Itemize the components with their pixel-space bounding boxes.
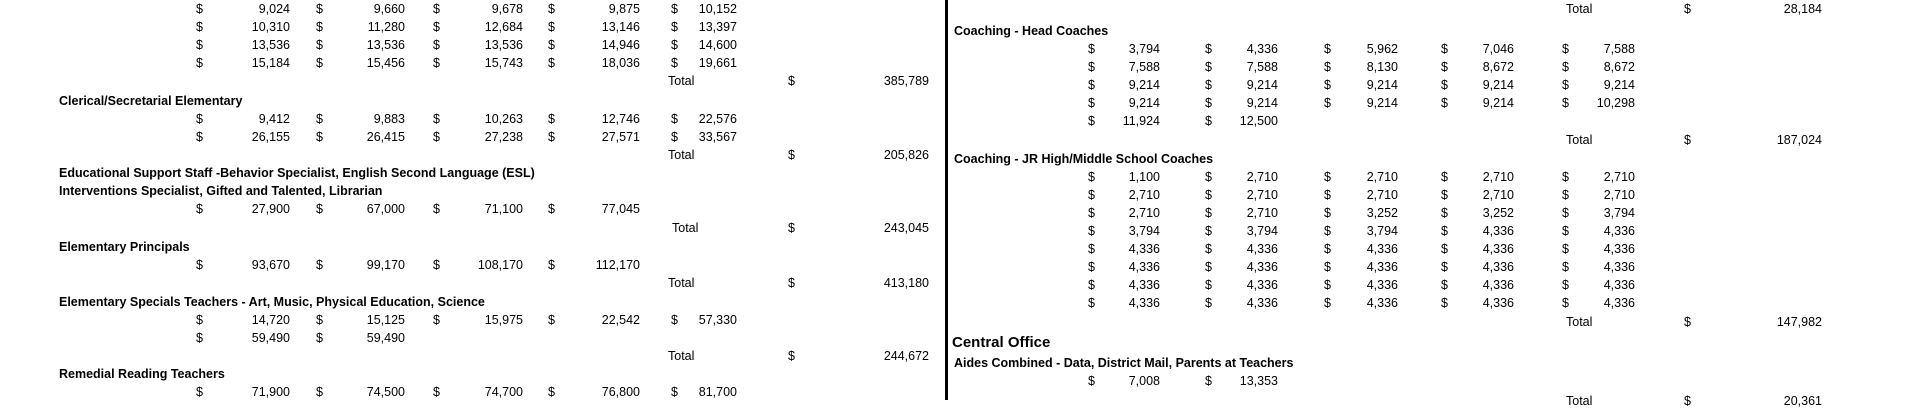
currency-symbol: $ [1562,224,1569,238]
currency-symbol: $ [316,331,323,345]
section-total-label: Total [1566,315,1593,329]
amount-cell: 4,336 [1603,260,1635,274]
section-total-value: 205,826 [883,148,929,162]
amount-cell: 5,962 [1366,42,1398,56]
partial-total-value: 28,184 [1783,2,1822,16]
currency-symbol: $ [316,385,323,399]
currency-symbol: $ [1324,224,1331,238]
currency-symbol: $ [1562,188,1569,202]
amount-cell: 2,710 [1246,206,1278,220]
amount-cell: 8,672 [1482,60,1514,74]
amount-cell: 3,794 [1128,42,1160,56]
amount-cell: 15,125 [366,313,405,327]
amount-cell: 19,661 [698,56,737,70]
currency-symbol: $ [316,56,323,70]
currency-symbol: $ [433,313,440,327]
amount-cell: 71,900 [251,385,290,399]
section-heading: Clerical/Secretarial Elementary [59,94,243,108]
section-total-value: 244,672 [883,349,929,363]
section-total-value: 413,180 [883,276,929,290]
currency-symbol: $ [1205,60,1212,74]
section-total-label: Total [668,148,695,162]
amount-cell: 4,336 [1128,296,1160,310]
amount-cell: 33,567 [698,130,737,144]
currency-symbol: $ [1684,133,1691,147]
currency-symbol: $ [1562,296,1569,310]
amount-cell: 2,710 [1366,170,1398,184]
section-total-label: Total [668,276,695,290]
amount-cell: 12,500 [1239,114,1278,128]
amount-cell: 2,710 [1366,188,1398,202]
amount-cell: 9,214 [1366,96,1398,110]
currency-symbol: $ [548,20,555,34]
currency-symbol: $ [316,38,323,52]
currency-symbol: $ [1088,78,1095,92]
currency-symbol: $ [1205,278,1212,292]
currency-symbol: $ [671,385,678,399]
currency-symbol: $ [671,112,678,126]
currency-symbol: $ [433,112,440,126]
currency-symbol: $ [788,221,795,235]
amount-cell: 14,720 [251,313,290,327]
currency-symbol: $ [1324,206,1331,220]
currency-symbol: $ [196,258,203,272]
currency-symbol: $ [1441,278,1448,292]
currency-symbol: $ [1324,78,1331,92]
section-total-label: Total [668,349,695,363]
amount-cell: 108,170 [477,258,523,272]
amount-cell: 7,008 [1128,374,1160,388]
amount-cell: 3,252 [1482,206,1514,220]
currency-symbol: $ [1088,42,1095,56]
currency-symbol: $ [1324,96,1331,110]
amount-cell: 8,130 [1366,60,1398,74]
amount-cell: 27,900 [251,202,290,216]
amount-cell: 9,412 [258,112,290,126]
amount-cell: 74,500 [366,385,405,399]
amount-cell: 76,800 [601,385,640,399]
amount-cell: 1,100 [1128,170,1160,184]
amount-cell: 18,036 [601,56,640,70]
currency-symbol: $ [548,38,555,52]
amount-cell: 9,214 [1246,96,1278,110]
currency-symbol: $ [1562,278,1569,292]
amount-cell: 13,536 [251,38,290,52]
currency-symbol: $ [548,130,555,144]
amount-cell: 10,263 [484,112,523,126]
currency-symbol: $ [196,202,203,216]
amount-cell: 57,330 [698,313,737,327]
amount-cell: 9,214 [1366,78,1398,92]
amount-cell: 2,710 [1128,188,1160,202]
amount-cell: 9,214 [1482,96,1514,110]
column-divider [945,0,948,400]
amount-cell: 14,600 [698,38,737,52]
currency-symbol: $ [316,20,323,34]
section-total-value: 20,361 [1783,394,1822,408]
amount-cell: 4,336 [1603,224,1635,238]
amount-cell: 9,214 [1482,78,1514,92]
currency-symbol: $ [1088,96,1095,110]
currency-symbol: $ [1441,60,1448,74]
currency-symbol: $ [1324,242,1331,256]
currency-symbol: $ [671,130,678,144]
amount-cell: 4,336 [1128,278,1160,292]
currency-symbol: $ [1205,42,1212,56]
amount-cell: 4,336 [1366,296,1398,310]
amount-cell: 9,875 [608,2,640,16]
amount-cell: 3,252 [1366,206,1398,220]
currency-symbol: $ [316,130,323,144]
amount-cell: 8,672 [1603,60,1635,74]
amount-cell: 4,336 [1482,278,1514,292]
currency-symbol: $ [548,385,555,399]
amount-cell: 7,588 [1603,42,1635,56]
amount-cell: 13,536 [366,38,405,52]
currency-symbol: $ [1205,170,1212,184]
currency-symbol: $ [1205,296,1212,310]
section-total-label: Total [1566,394,1593,408]
central-office-title: Central Office [952,334,1051,351]
amount-cell: 4,336 [1246,278,1278,292]
amount-cell: 15,456 [366,56,405,70]
currency-symbol: $ [1088,114,1095,128]
currency-symbol: $ [1088,206,1095,220]
currency-symbol: $ [1441,78,1448,92]
currency-symbol: $ [316,258,323,272]
section-heading: Coaching - Head Coaches [954,24,1109,38]
currency-symbol: $ [548,258,555,272]
currency-symbol: $ [548,112,555,126]
currency-symbol: $ [1088,260,1095,274]
currency-symbol: $ [1562,78,1569,92]
currency-symbol: $ [671,56,678,70]
section-heading: Educational Support Staff -Behavior Specialist, English Second Language (ESL) [59,166,535,180]
section-heading: Interventions Specialist, Gifted and Talented, Librarian [59,184,383,198]
currency-symbol: $ [433,38,440,52]
amount-cell: 9,660 [373,2,405,16]
amount-cell: 27,238 [484,130,523,144]
amount-cell: 81,700 [698,385,737,399]
currency-symbol: $ [1441,188,1448,202]
amount-cell: 4,336 [1246,260,1278,274]
currency-symbol: $ [1441,42,1448,56]
amount-cell: 9,214 [1128,96,1160,110]
currency-symbol: $ [1088,296,1095,310]
currency-symbol: $ [1205,188,1212,202]
amount-cell: 3,794 [1246,224,1278,238]
currency-symbol: $ [1441,206,1448,220]
currency-symbol: $ [1205,242,1212,256]
currency-symbol: $ [433,385,440,399]
section-heading: Aides Combined - Data, District Mail, Parents at Teachers [954,356,1294,370]
currency-symbol: $ [1088,170,1095,184]
amount-cell: 4,336 [1603,242,1635,256]
amount-cell: 4,336 [1246,242,1278,256]
amount-cell: 15,184 [251,56,290,70]
amount-cell: 4,336 [1246,42,1278,56]
currency-symbol: $ [671,313,678,327]
amount-cell: 4,336 [1366,278,1398,292]
currency-symbol: $ [196,112,203,126]
amount-cell: 11,924 [1122,114,1160,128]
amount-cell: 112,170 [595,258,640,272]
amount-cell: 10,298 [1596,96,1635,110]
currency-symbol: $ [1441,96,1448,110]
currency-symbol: $ [196,20,203,34]
currency-symbol: $ [788,276,795,290]
currency-symbol: $ [788,349,795,363]
amount-cell: 74,700 [484,385,523,399]
amount-cell: 2,710 [1603,188,1635,202]
currency-symbol: $ [433,56,440,70]
section-heading: Coaching - JR High/Middle School Coaches [954,152,1214,166]
currency-symbol: $ [1562,60,1569,74]
section-heading: Elementary Specials Teachers - Art, Music, Physical Education, Science [59,295,485,309]
partial-total-value: 385,789 [883,74,929,88]
currency-symbol: $ [1324,260,1331,274]
currency-symbol: $ [1562,42,1569,56]
amount-cell: 4,336 [1246,296,1278,310]
currency-symbol: $ [1562,170,1569,184]
currency-symbol: $ [433,20,440,34]
section-total-label: Total [1566,133,1593,147]
currency-symbol: $ [671,38,678,52]
currency-symbol: $ [433,258,440,272]
currency-symbol: $ [1562,206,1569,220]
section-heading: Remedial Reading Teachers [59,367,225,381]
amount-cell: 4,336 [1603,296,1635,310]
currency-symbol: $ [1088,242,1095,256]
amount-cell: 15,975 [484,313,523,327]
amount-cell: 4,336 [1366,260,1398,274]
currency-symbol: $ [1088,188,1095,202]
amount-cell: 4,336 [1482,242,1514,256]
currency-symbol: $ [1324,278,1331,292]
currency-symbol: $ [1324,296,1331,310]
section-total-value: 243,045 [883,221,929,235]
amount-cell: 67,000 [366,202,405,216]
amount-cell: 4,336 [1128,260,1160,274]
amount-cell: 99,170 [366,258,405,272]
amount-cell: 4,336 [1603,278,1635,292]
amount-cell: 3,794 [1366,224,1398,238]
amount-cell: 59,490 [366,331,405,345]
amount-cell: 4,336 [1482,260,1514,274]
section-total-label: Total [672,221,699,235]
amount-cell: 59,490 [251,331,290,345]
amount-cell: 2,710 [1482,170,1514,184]
currency-symbol: $ [1205,260,1212,274]
currency-symbol: $ [1088,224,1095,238]
amount-cell: 26,155 [251,130,290,144]
amount-cell: 14,946 [601,38,640,52]
section-total-value: 187,024 [1776,133,1822,147]
amount-cell: 9,883 [373,112,405,126]
amount-cell: 13,536 [484,38,523,52]
currency-symbol: $ [1441,260,1448,274]
currency-symbol: $ [196,2,203,16]
currency-symbol: $ [788,74,795,88]
currency-symbol: $ [196,130,203,144]
amount-cell: 13,146 [601,20,640,34]
amount-cell: 71,100 [484,202,523,216]
amount-cell: 77,045 [601,202,640,216]
currency-symbol: $ [1324,170,1331,184]
currency-symbol: $ [548,2,555,16]
currency-symbol: $ [1441,296,1448,310]
currency-symbol: $ [1205,96,1212,110]
amount-cell: 7,046 [1482,42,1514,56]
amount-cell: 7,588 [1128,60,1160,74]
amount-cell: 7,588 [1246,60,1278,74]
currency-symbol: $ [196,331,203,345]
partial-total-label: Total [668,74,695,88]
amount-cell: 12,684 [484,20,523,34]
amount-cell: 9,214 [1128,78,1160,92]
currency-symbol: $ [1684,394,1691,408]
currency-symbol: $ [548,313,555,327]
currency-symbol: $ [196,38,203,52]
currency-symbol: $ [1324,42,1331,56]
currency-symbol: $ [1441,224,1448,238]
amount-cell: 26,415 [366,130,405,144]
section-heading: Elementary Principals [59,240,190,254]
currency-symbol: $ [433,202,440,216]
currency-symbol: $ [1324,188,1331,202]
currency-symbol: $ [1324,60,1331,74]
partial-total-label: Total [1566,2,1593,16]
currency-symbol: $ [1441,170,1448,184]
amount-cell: 4,336 [1482,296,1514,310]
amount-cell: 9,678 [491,2,523,16]
currency-symbol: $ [1205,78,1212,92]
currency-symbol: $ [316,112,323,126]
amount-cell: 9,214 [1603,78,1635,92]
currency-symbol: $ [1562,260,1569,274]
amount-cell: 4,336 [1482,224,1514,238]
currency-symbol: $ [1562,242,1569,256]
currency-symbol: $ [1088,374,1095,388]
currency-symbol: $ [1684,315,1691,329]
currency-symbol: $ [433,130,440,144]
amount-cell: 9,214 [1246,78,1278,92]
section-total-value: 147,982 [1776,315,1822,329]
amount-cell: 9,024 [258,2,290,16]
amount-cell: 2,710 [1246,170,1278,184]
currency-symbol: $ [196,385,203,399]
currency-symbol: $ [196,313,203,327]
amount-cell: 2,710 [1128,206,1160,220]
currency-symbol: $ [1562,96,1569,110]
amount-cell: 3,794 [1603,206,1635,220]
amount-cell: 27,571 [601,130,640,144]
amount-cell: 2,710 [1603,170,1635,184]
currency-symbol: $ [788,148,795,162]
amount-cell: 15,743 [484,56,523,70]
currency-symbol: $ [1088,60,1095,74]
currency-symbol: $ [1205,114,1212,128]
currency-symbol: $ [671,20,678,34]
amount-cell: 22,576 [698,112,737,126]
amount-cell: 13,397 [698,20,737,34]
currency-symbol: $ [1205,206,1212,220]
currency-symbol: $ [316,2,323,16]
currency-symbol: $ [1088,278,1095,292]
amount-cell: 4,336 [1128,242,1160,256]
currency-symbol: $ [1684,2,1691,16]
amount-cell: 2,710 [1246,188,1278,202]
currency-symbol: $ [1205,224,1212,238]
currency-symbol: $ [671,2,678,16]
currency-symbol: $ [548,202,555,216]
currency-symbol: $ [196,56,203,70]
amount-cell: 93,670 [251,258,290,272]
amount-cell: 3,794 [1128,224,1160,238]
amount-cell: 12,746 [601,112,640,126]
amount-cell: 22,542 [601,313,640,327]
currency-symbol: $ [433,2,440,16]
amount-cell: 11,280 [367,20,405,34]
currency-symbol: $ [316,313,323,327]
currency-symbol: $ [316,202,323,216]
amount-cell: 10,152 [698,2,737,16]
amount-cell: 13,353 [1239,374,1278,388]
amount-cell: 4,336 [1366,242,1398,256]
amount-cell: 2,710 [1482,188,1514,202]
currency-symbol: $ [1441,242,1448,256]
amount-cell: 10,310 [251,20,290,34]
currency-symbol: $ [548,56,555,70]
currency-symbol: $ [1205,374,1212,388]
